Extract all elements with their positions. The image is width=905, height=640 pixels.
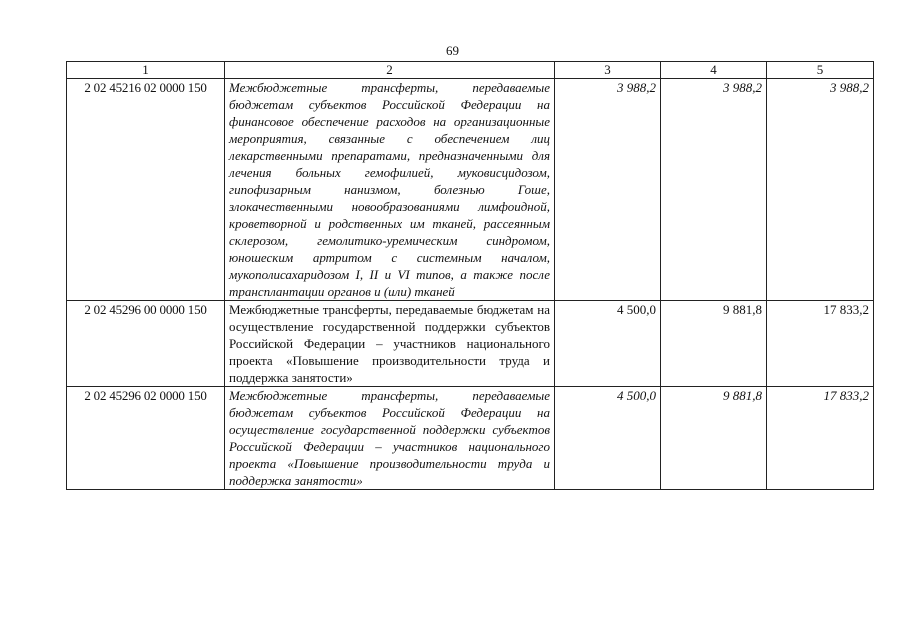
description-cell: Межбюджетные трансферты, передаваемые бюджетам на осуществление государственной поддержки субъектов Российской Федерации – участников национального проекта «Повышение производительности труда и поддержка занятости» [225, 301, 555, 387]
description-cell: Межбюджетные трансферты, передаваемые бюджетам субъектов Российской Федерации на осуществление государственной поддержки субъектов Российской Федерации – участников национального проекта «Повышение производительности труда и поддержка занятости» [225, 387, 555, 490]
table-row [67, 301, 874, 387]
value-col4-cell: 9 881,8 [661, 301, 767, 387]
value-col5-cell: 17 833,2 [767, 387, 874, 490]
column-header-2: 2 [225, 62, 555, 79]
table-header-row [67, 62, 874, 79]
value-col5-cell: 17 833,2 [767, 301, 874, 387]
value-col4-cell: 3 988,2 [661, 79, 767, 301]
table-row [67, 79, 874, 301]
value-col4-cell: 9 881,8 [661, 387, 767, 490]
description-cell: Межбюджетные трансферты, передаваемые бюджетам субъектов Российской Федерации на финансовое обеспечение расходов на организационные мероприятия, связанные с обеспечением лиц лекарственными препаратами, предназначенными для лечения больных гемофилией, муковисцидозом, гипофизарным нанизмом, болезнью Гоше, злокачественными новообразованиями лимфоидной, кроветворной и родственных им тканей, рассеянным склерозом, гемолитико-уремическим синдромом, юношеским артритом с системным началом, мукополисахаридозом I, II и VI типов, а также после трансплантации органов и (или) тканей [225, 79, 555, 301]
column-header-1: 1 [67, 62, 225, 79]
column-header-5: 5 [767, 62, 874, 79]
value-col3-cell: 3 988,2 [555, 79, 661, 301]
column-header-4: 4 [661, 62, 767, 79]
value-col5-cell: 3 988,2 [767, 79, 874, 301]
column-header-3: 3 [555, 62, 661, 79]
page-number: 69 [446, 43, 459, 58]
table-row [67, 387, 874, 490]
budget-code-cell: 2 02 45296 00 0000 150 [67, 301, 225, 387]
budget-code-cell: 2 02 45216 02 0000 150 [67, 79, 225, 301]
budget-table [66, 61, 874, 490]
value-col3-cell: 4 500,0 [555, 301, 661, 387]
value-col3-cell: 4 500,0 [555, 387, 661, 490]
budget-code-cell: 2 02 45296 02 0000 150 [67, 387, 225, 490]
